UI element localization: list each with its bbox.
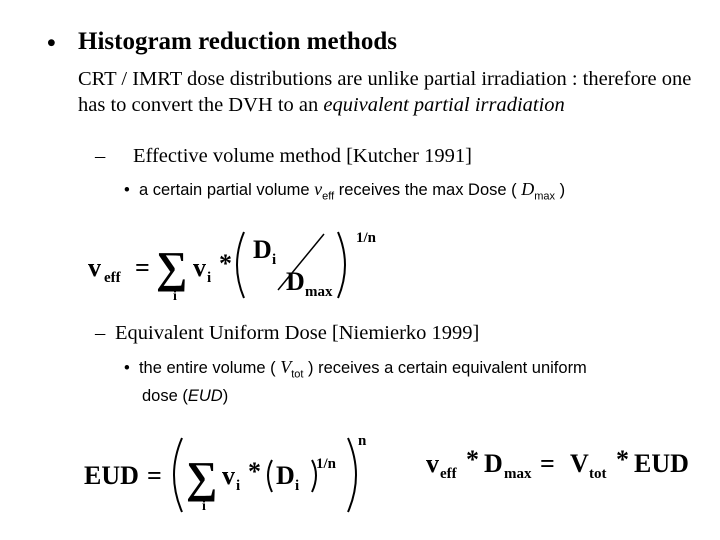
- fraction-num: D: [253, 235, 272, 264]
- formula-var-sub: i: [207, 270, 212, 286]
- eud-times: *: [248, 457, 261, 486]
- subheading-dash: –: [95, 145, 106, 167]
- intro-text: CRT / IMRT dose distributions are unlike partial irradiation : therefore one has to convert the DVH to an: [78, 68, 692, 116]
- eud-var-sub: i: [236, 478, 241, 494]
- eud-desc-line1: [124, 356, 684, 385]
- fraction-num-sub: i: [272, 252, 277, 268]
- relation-formula: [420, 440, 710, 490]
- dmax-subscript: max: [534, 190, 556, 203]
- evm-description: [124, 179, 565, 202]
- vtot-symbol: V: [280, 357, 292, 377]
- eud-symbol: EUD: [187, 387, 223, 406]
- eud-sum-symbol: ∑: [186, 453, 218, 502]
- effective-volume-formula: [80, 222, 400, 308]
- dmax-symbol: D: [521, 179, 535, 199]
- inner-left-paren: [268, 460, 272, 492]
- intro-emphasis: equivalent partial irradiation: [323, 94, 565, 116]
- outer-right-paren: [348, 438, 356, 512]
- rel-veff: v: [426, 449, 439, 478]
- subbullet: •: [124, 359, 130, 377]
- evm-desc-before: a certain partial volume: [138, 181, 315, 199]
- rel-vtot: V: [570, 449, 589, 478]
- rel-vtot-sub: tot: [589, 466, 607, 482]
- rel-dmax: D: [484, 449, 503, 478]
- evm-desc-middle: receives the max Dose (: [334, 181, 522, 199]
- sum-symbol: ∑: [156, 243, 188, 292]
- eud-var: v: [222, 461, 235, 490]
- subbullet: •: [124, 181, 130, 199]
- sum-index: i: [173, 289, 177, 304]
- eud-outer-power: n: [358, 433, 367, 449]
- eud-inner-power: 1/n: [316, 456, 337, 472]
- eud-inner: D: [276, 461, 295, 490]
- eud-title: Equivalent Uniform Dose [Niemierko 1999]: [115, 322, 480, 344]
- fraction-den-sub: max: [305, 284, 333, 300]
- rel-veff-sub: eff: [440, 466, 457, 482]
- formula-lhs-sub: eff: [104, 270, 121, 286]
- eud-sum-index: i: [202, 499, 206, 514]
- rel-equals: =: [540, 449, 555, 478]
- subheading-dash: –: [95, 322, 106, 344]
- eud-equals: =: [147, 461, 162, 490]
- left-paren: [237, 232, 244, 298]
- outer-left-paren: [174, 438, 182, 512]
- eud-desc-line2-before: dose (: [142, 387, 188, 406]
- effective-volume-subheading: [95, 145, 472, 168]
- formula-power: 1/n: [356, 230, 377, 246]
- vtot-subscript: tot: [291, 368, 304, 381]
- eud-description: [124, 356, 684, 407]
- eud-inner-sub: i: [295, 478, 300, 494]
- slide-heading: Histogram reduction methods: [78, 28, 397, 55]
- evm-desc-after: ): [555, 181, 566, 199]
- rel-eud: EUD: [634, 449, 689, 478]
- formula-times: *: [219, 249, 232, 278]
- eud-desc-after: ) receives a certain equivalent uniform: [303, 359, 587, 377]
- formula-var: v: [193, 253, 206, 282]
- fraction-den: D: [286, 267, 305, 296]
- veff-subscript: eff: [322, 190, 335, 203]
- formula-equals: =: [135, 253, 150, 282]
- rel-dmax-sub: max: [504, 466, 532, 482]
- eud-subheading: [95, 322, 479, 345]
- formula-lhs: v: [88, 253, 101, 282]
- eud-desc-line2: [124, 385, 684, 407]
- heading-bullet: •: [47, 30, 56, 57]
- veff-symbol: v: [314, 179, 323, 199]
- rel-times-1: *: [466, 445, 479, 474]
- eud-formula: [80, 430, 380, 520]
- eud-lhs: EUD: [84, 461, 139, 490]
- eud-desc-before: the entire volume (: [138, 359, 281, 377]
- evm-title: Effective volume method [Kutcher 1991]: [133, 145, 472, 167]
- rel-times-2: *: [616, 445, 629, 474]
- right-paren: [338, 232, 345, 298]
- intro-paragraph: [78, 66, 708, 118]
- eud-desc-line2-after: ): [222, 387, 229, 406]
